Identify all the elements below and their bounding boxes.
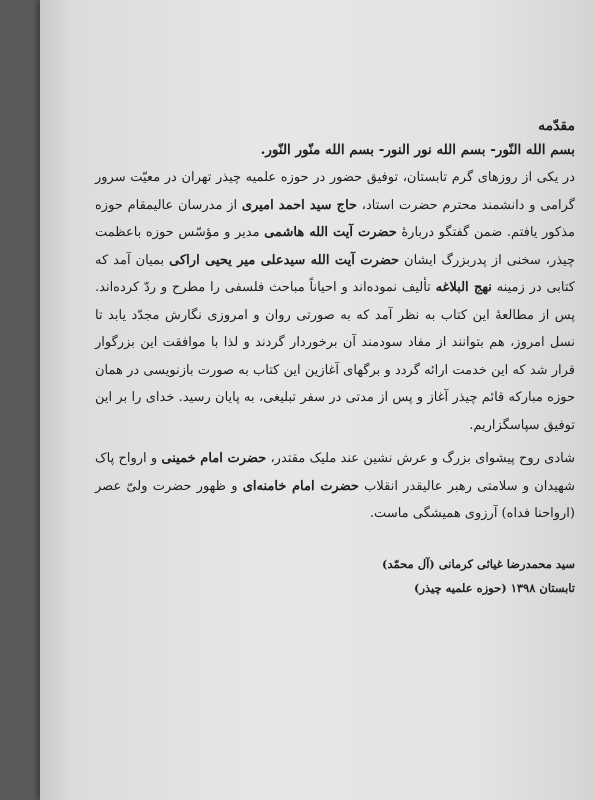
bold-name: حضرت امام خمینی (161, 451, 267, 466)
basmala-line: بسم الله النّور- بسم الله نور النور- بسم الله منّور النّور. (260, 142, 575, 158)
paragraph-2 (95, 445, 575, 528)
bold-name: حضرت آیت الله هاشمی (264, 225, 397, 240)
text-run: از مدرسان عالیمقام حوزه مذکور یافتم. ضمن گفتگو دربارهٔ (95, 197, 575, 240)
signature-date: تابستان ۱۳۹۸ (حوزه علمیه چیذر) (414, 580, 575, 595)
text-run: و ظهور حضرت ولیّ عصر (ارواحنا فداه) آرزوی همیشگی ماست. (95, 478, 575, 521)
signature-block (95, 552, 575, 600)
section-heading: مقدّمه (538, 118, 575, 134)
text-run: و ارواح پاک شهیدان و سلامتی رهبر عالیقدر انقلاب (95, 451, 576, 494)
bold-name: حاج سید احمد امیری (241, 197, 358, 213)
book-page (40, 0, 595, 800)
bold-name: حضرت آیت الله سیدعلی میر یحیی اراکی (169, 252, 400, 268)
preface-text (95, 118, 575, 600)
text-run: بمیان آمد که کتابی در زمینه (95, 252, 575, 295)
signature-name: سید محمدرضا غیاثی کرمانی (آل محمّد) (382, 556, 575, 571)
text-run: تألیف نموده‌اند و احیاناً مباحث فلسفی را مطرح و ردّ کرده‌اند. پس از مطالعهٔ این کتاب به نظر آمد که به صورتی روان و امروزی نگارش مجدّد یابد تا نسل امروز، هم بتوانند از مفاد سودمند آن برخوردار گردند و لذا با موافقت این بزرگوار قرار شد که این خدمت ارائه گردد و برگهای آغازین این کتاب به صورت بازنویسی در همان حوزه مبارکه قائم چیذر آغاز و پس از مدتی در سفر تبلیغی، به پایان رسید. خدای را بر این توفیق سپاسگزاریم. (95, 280, 575, 433)
paragraph-1 (95, 164, 575, 439)
text-run: شادی روح پیشوای بزرگ و عرش نشین عند ملیک مقتدر، (266, 451, 576, 466)
bold-name: نهج البلاغه (435, 280, 492, 295)
bold-name: حضرت امام خامنه‌ای (242, 478, 359, 494)
text-run: در یکی از روزهای گرم تابستان، توفیق حضور در حوزه علمیه چیذر تهران در معیّت سرور گرامی و دانشمند محترم حضرت استاد، (95, 170, 575, 213)
text-run: مدیر و مؤسّس حوزه باعظمت چیذر، سخنی از پدربزرگ ایشان (95, 225, 575, 268)
